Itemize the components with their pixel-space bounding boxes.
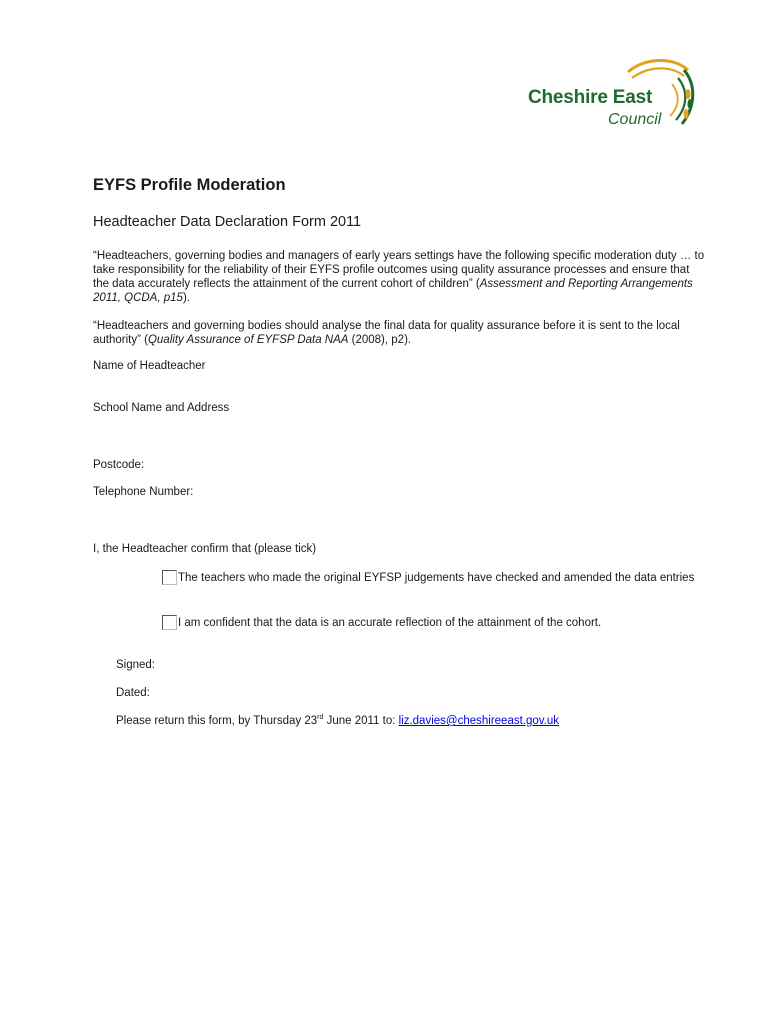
quote-2-text: “Headteachers and governing bodies should analyse the final data for quality assurance before it is sent to the local authority” (: [93, 320, 680, 346]
school-name-address-label: School Name and Address: [93, 402, 230, 414]
return-middle: June 2011 to:: [323, 714, 399, 727]
confirm-heading: I, the Headteacher confirm that (please tick): [93, 543, 317, 555]
teachers-checkbox-label: The teachers who made the original EYFSP judgements have checked and amended the data entries: [178, 572, 695, 584]
quote-paragraph-2: [93, 319, 708, 347]
headteacher-name-label: Name of Headteacher: [93, 360, 206, 372]
email-link[interactable]: liz.davies@cheshireeast.gov.uk: [398, 714, 560, 727]
logo-council: Council: [608, 111, 662, 128]
confident-checkbox-label: I am confident that the data is an accurate reflection of the attainment of the cohort.: [178, 617, 602, 629]
checkbox-row-teachers: [162, 570, 702, 586]
quote-1-citation: Assessment and Reporting Arrangements 2011, QCDA, p15: [93, 278, 693, 304]
quote-2-end: (2008), p2).: [348, 334, 412, 346]
form-subtitle: Headteacher Data Declaration Form 2011: [93, 214, 362, 230]
return-prefix: Please return this form, by Thursday 23: [116, 714, 318, 727]
cheshire-east-logo: [524, 56, 700, 136]
confident-checkbox[interactable]: [162, 615, 177, 630]
page-title: EYFS Profile Moderation: [93, 176, 286, 194]
postcode-label: Postcode:: [93, 459, 145, 471]
signed-label: Signed:: [116, 659, 156, 671]
dated-label: Dated:: [116, 687, 150, 699]
telephone-label: Telephone Number:: [93, 486, 194, 498]
return-date-suffix: rd: [317, 714, 324, 721]
quote-1-text: “Headteachers, governing bodies and managers of early years settings have the following specific moderation duty … to take responsibility for the reliability of their EYFS profile outcomes using quality assurance processes and ensure that the data accurately reflects the attainment of the current cohort of children” (: [93, 250, 705, 290]
logo-name: Cheshire East: [528, 87, 653, 108]
checkbox-row-confident: [162, 615, 702, 631]
quote-paragraph-1: [93, 249, 708, 305]
quote-1-end: ).: [182, 292, 190, 304]
teachers-checkbox[interactable]: [162, 570, 177, 585]
quote-2-citation: Quality Assurance of EYFSP Data NAA: [147, 334, 349, 346]
return-instructions: [116, 714, 559, 727]
